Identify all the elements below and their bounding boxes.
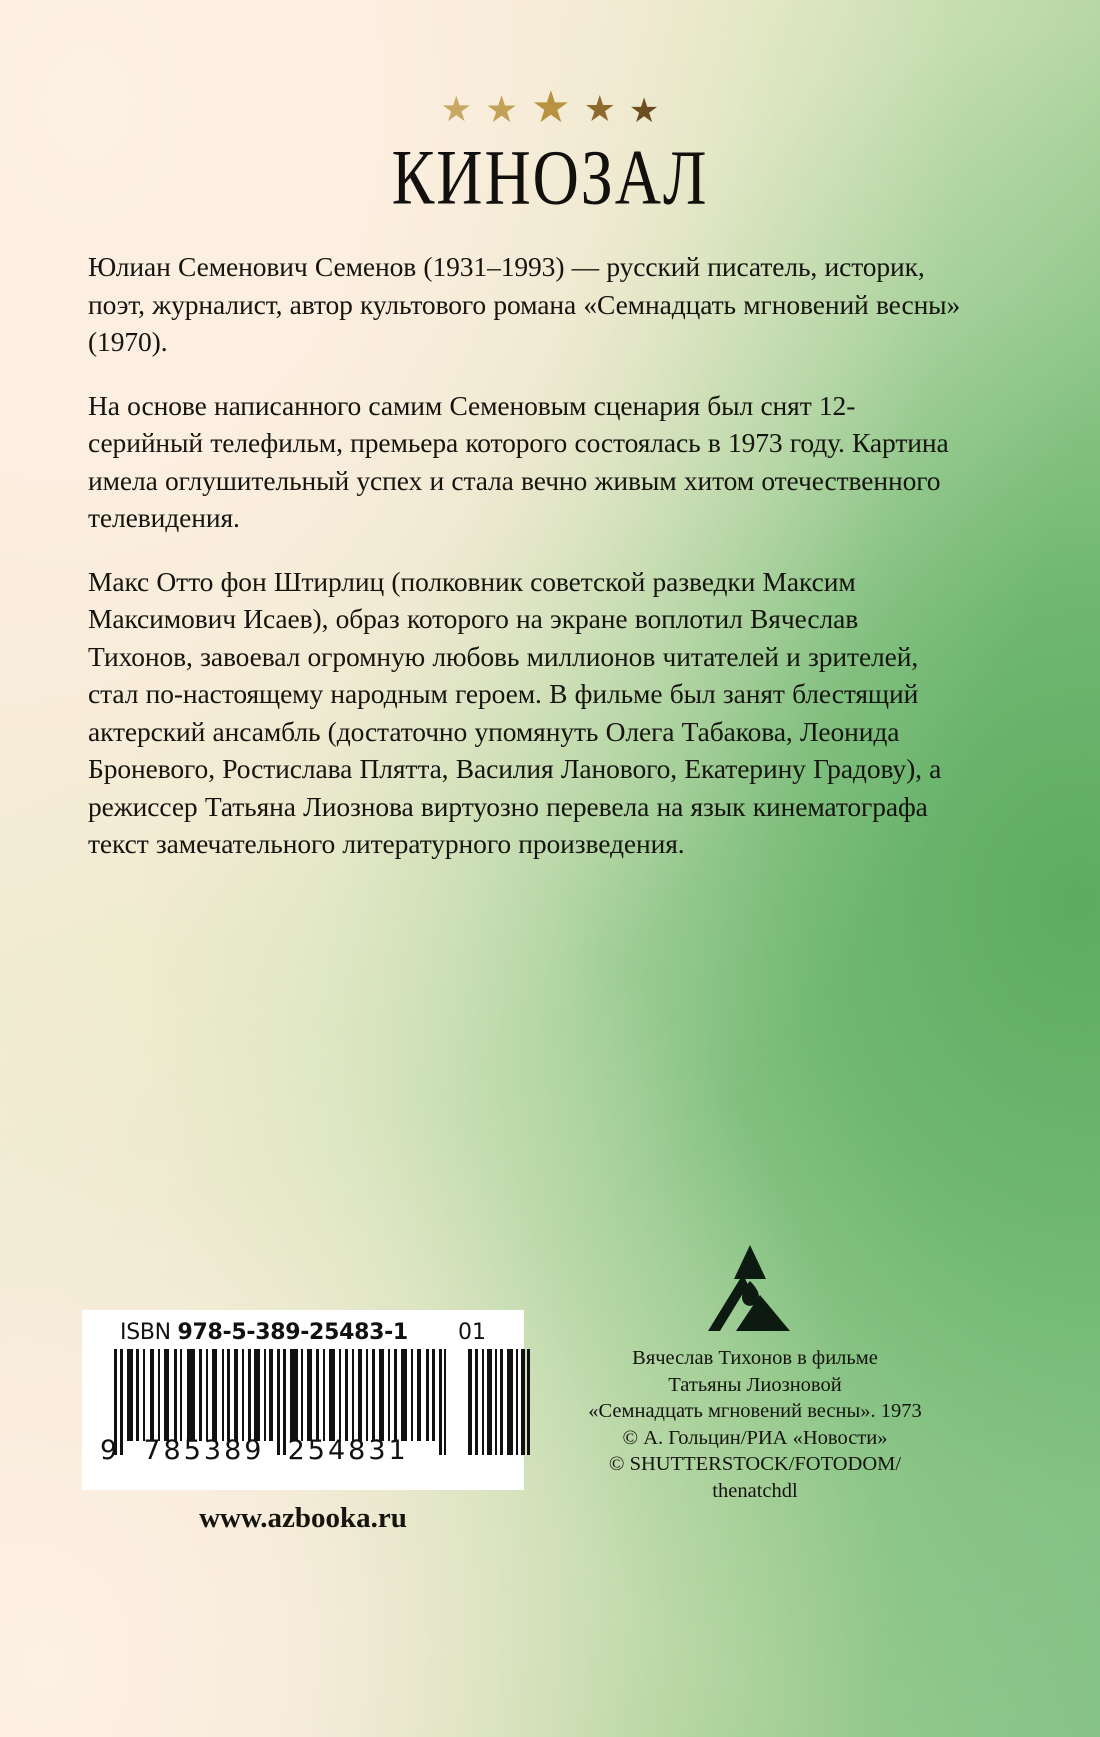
series-title: КИНОЗАЛ (391, 135, 709, 222)
credit-line: © А. Гольцин/РИА «Новости» (622, 1426, 888, 1449)
photo-credits (545, 1345, 965, 1504)
blurb-paragraph: Юлиан Семенович Семенов (1931–1993) — русский писатель, историк, поэт, журналист, автор культового романа «Семнадцать мгновений весны» (1970). (88, 251, 961, 357)
credit-line: Татьяны Лиозновой (668, 1373, 842, 1396)
ean-left-group: 785389 (143, 1435, 265, 1466)
azbooka-logo (690, 1243, 810, 1333)
isbn-label: ISBN (120, 1320, 171, 1345)
barcode-addon-number: 01 (458, 1320, 486, 1345)
credit-line: © SHUTTERSTOCK/FOTODOM/ (608, 1453, 902, 1475)
star-rating-row (0, 82, 1100, 133)
ean-right-group: 254831 (287, 1435, 409, 1466)
credit-line: «Семнадцать мгновений весны». 1973 (588, 1400, 922, 1422)
isbn-text (120, 1320, 408, 1345)
star-icon: ★ (440, 90, 472, 130)
star-icon: ★ (628, 91, 660, 131)
publisher-triangle-logo-icon (690, 1243, 810, 1333)
publisher-website[interactable]: www.azbooka.ru (199, 1502, 407, 1534)
barcode-block (82, 1310, 524, 1490)
star-icon: ★ (531, 82, 571, 133)
masthead (0, 82, 1100, 222)
blurb-paragraph: На основе написанного самим Семеновым сценария был снят 12-серийный телефильм, премьера которого состоялась в 1973 году. Картина имела оглушительный успех и стала вечно живым хитом отечественного телевидения. (88, 389, 949, 533)
star-icon: ★ (485, 88, 519, 131)
ean13-digits (82, 1435, 524, 1466)
credit-line: Вячеслав Тихонов в фильме (632, 1347, 878, 1369)
ean-lead-digit: 9 (100, 1435, 121, 1466)
barcode-addon-image (468, 1349, 530, 1455)
star-icon: ★ (583, 89, 616, 130)
isbn-number: 978-5-389-25483-1 (177, 1320, 408, 1345)
blurb-paragraph: Макс Отто фон Штирлиц (полковник советской разведки Максим Максимович Исаев), образ которого на экране воплотил Вячеслав Тихонов, завоевал огромную любовь миллионов читателей и зрителей, стал по-настоящему народным героем. В фильме был занят блестящий актерский ансамбль (достаточно упомянуть Олега Табакова, Леонида Броневого, Ростислава Плятта, Василия Ланового, Екатерину Градову), а режиссер Татьяна Лиознова виртуозно перевела на язык кинематографа текст замечательного литературного произведения. (88, 565, 942, 859)
credit-line: thenatchdl (712, 1479, 798, 1502)
barcode-header-row (82, 1320, 524, 1345)
blurb-text (88, 248, 968, 863)
